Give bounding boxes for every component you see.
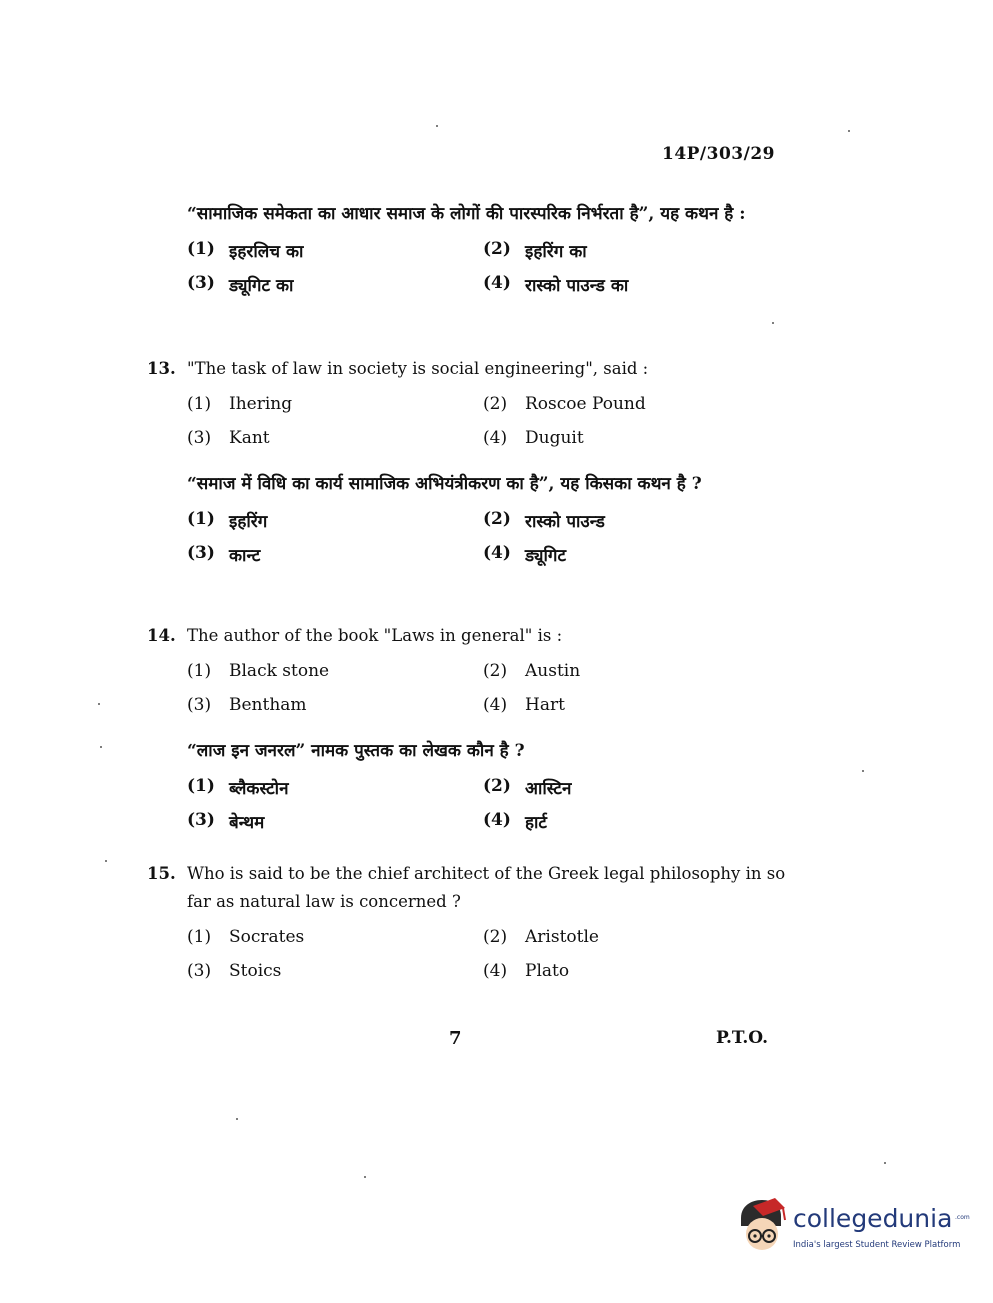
option: (2) Aristotle [483, 927, 599, 947]
scan-speck [862, 770, 864, 772]
option: (4) हार्ट [483, 809, 547, 833]
brand-domain: .com [955, 1214, 970, 1221]
option: (1) Black stone [187, 661, 330, 681]
brand-tagline: India's largest Student Review Platform [793, 1240, 961, 1250]
option: (1) ब्लैकस्टोन [187, 775, 289, 799]
option: (3) कान्ट [187, 542, 261, 566]
mascot-icon [735, 1196, 789, 1254]
options [147, 654, 787, 722]
question-number: 14. [147, 626, 176, 645]
option: (4) Duguit [483, 428, 584, 448]
option: (3) ड्यूगिट का [187, 272, 294, 296]
question-text: 15. Who is said to be the chief architect of the Greek legal philosophy in so far as natural law is concerned ? [147, 860, 787, 916]
options [147, 920, 787, 988]
hindi-options [147, 503, 787, 571]
question-13 [147, 355, 787, 571]
hindi-options [147, 770, 787, 838]
question-number: 13. [147, 359, 176, 378]
option: (4) Plato [483, 961, 570, 981]
option: (3) Bentham [187, 695, 307, 715]
option: (1) इहरलिच का [187, 238, 304, 262]
question-number: 15. [147, 864, 176, 883]
scan-speck [98, 703, 100, 705]
option: (3) Stoics [187, 961, 282, 981]
scan-speck [236, 1118, 238, 1120]
options [147, 387, 787, 455]
q12-hindi-text: “सामाजिक समेकता का आधार समाज के लोगों की पारस्परिक निर्भरता है”, यह कथन है : [187, 204, 746, 224]
option: (4) Hart [483, 695, 565, 715]
option: (2) रास्को पाउन्ड [483, 508, 605, 532]
q12-hindi-options [147, 233, 787, 301]
question-text: 14. The author of the book "Laws in general" is : [147, 622, 787, 650]
brand-name: collegedunia [793, 1204, 953, 1233]
option: (3) बेन्थम [187, 809, 265, 833]
scan-speck [848, 130, 850, 132]
question-14 [147, 622, 787, 838]
question-text: 13. "The task of law in society is social engineering", said : [147, 355, 787, 383]
option: (2) इहरिंग का [483, 238, 587, 262]
scan-speck [436, 125, 438, 127]
pto-label: P.T.O. [716, 1028, 768, 1048]
option: (1) Socrates [187, 927, 305, 947]
q12-hindi-block [147, 199, 787, 301]
collegedunia-logo [735, 1196, 970, 1258]
page-number: 7 [449, 1028, 462, 1049]
option: (2) Roscoe Pound [483, 394, 646, 414]
option: (1) Ihering [187, 394, 293, 414]
question-hindi-text: “समाज में विधि का कार्य सामाजिक अभियंत्रीकरण का है”, यह किसका कथन है ? [187, 474, 702, 494]
option: (2) आस्टिन [483, 775, 572, 799]
option: (3) Kant [187, 428, 270, 448]
question-hindi-text: “लाज इन जनरल” नामक पुस्तक का लेखक कौन है ? [187, 741, 525, 761]
paper-code: 14P/303/29 [661, 144, 775, 164]
scan-speck [100, 746, 102, 748]
scan-speck [105, 860, 107, 862]
scan-speck [884, 1162, 886, 1164]
option: (1) इहरिंग [187, 508, 268, 532]
question-15 [147, 860, 787, 988]
option: (4) ड्यूगिट [483, 542, 567, 566]
option: (2) Austin [483, 661, 581, 681]
scan-speck [772, 322, 774, 324]
scan-speck [364, 1176, 366, 1178]
option: (4) रास्को पाउन्ड का [483, 272, 629, 296]
